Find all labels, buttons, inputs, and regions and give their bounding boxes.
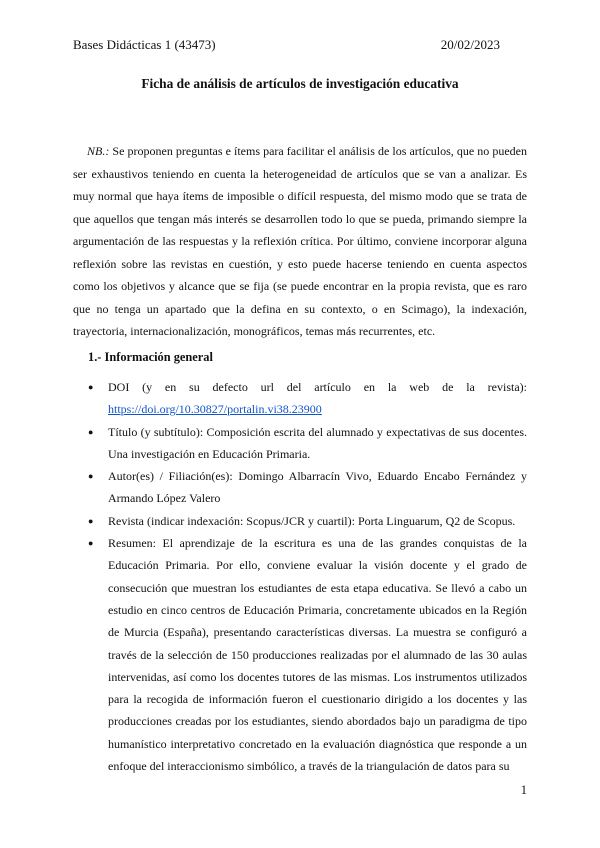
list-item-journal [88,510,527,532]
section-heading: 1.- Información general [88,350,213,364]
page-number: 1 [520,783,527,797]
list-item-title [88,421,527,466]
list-item-abstract [88,532,527,777]
document-title: Ficha de análisis de artículos de investigación educativa [141,76,459,91]
bullet-icon: ● [88,471,94,482]
info-list [88,376,527,777]
doi-link[interactable]: https://doi.org/10.30827/portalin.vi38.23900 [108,402,322,417]
bullet-icon: ● [88,515,94,526]
header-date: 20/02/2023 [440,37,500,52]
bullet-icon: ● [88,426,94,437]
note-text: Se proponen preguntas e ítems para facilitar el análisis de los artículos, que no pueden ser exhaustivos teniendo en cuenta la heterogeneidad de artículos que se van a analizar. Es muy normal que haya ítems de imposible o difícil respuesta, del mismo modo que se trata de que aquellos que tengan más interés se desarrollen todo lo que se pueda, primando siempre la argumentación de las respuestas y la reflexión crítica. Por último, conviene incorporar alguna reflexión sobre las revistas en cuestión, y esto puede hacerse teniendo en cuenta aspectos como los objetivos y alcance que se fija (se puede encontrar en la propia revista, que es raro que no tenga un apartado que la defina en su contexto, o en Scimago), la indexación, trayectoria, internacionalización, monográficos, temas más recurrentes, etc. [73,144,527,338]
journal-text: Revista (indicar indexación: Scopus/JCR y cuartil): Porta Linguarum, Q2 de Scopus. [108,513,516,528]
note-paragraph [73,140,527,343]
title-text: Título (y subtítulo): Composición escrita del alumnado y expectativas de sus docentes. Una investigación en Educación Primaria. [108,424,527,461]
doi-label: DOI (y en su defecto url del artículo en la web de la revista): [108,380,527,394]
note-label: NB.: [87,144,110,158]
list-item-doi [88,376,527,421]
abstract-text: Resumen: El aprendizaje de la escritura es una de las grandes conquistas de la Educación Primaria. Por ello, conviene evaluar la visión docente y el grado de consecución que muestran los estudiantes de esta etapa educativa. Se llevó a cabo un estudio en cinco centros de Educación Primaria, concretamente ubicados en la Región de Murcia (España), presentando características diversas. La muestra se configuró a través de la selección de 150 producciones realizadas por el alumnado de las 30 aulas intervenidas, así como los docentes tutores de las mismas. Los instrumentos utilizados para la recogida de información fueron el cuestionario dirigido a los docentes y las producciones creadas por los estudiantes, siendo abordados bajo un paradigma de tipo humanístico interpretativo concretado en la evaluación diagnóstica que responde a un enfoque del interaccionismo simbólico, a través de la triangulación de datos para su [108,536,527,774]
list-item-authors [88,465,527,510]
bullet-icon: ● [88,382,94,392]
header-course: Bases Didácticas 1 (43473) [73,37,216,52]
bullet-icon: ● [88,538,94,549]
authors-text: Autor(es) / Filiación(es): Domingo Albarracín Vivo, Eduardo Encabo Fernández y Armando López Valero [108,469,527,506]
